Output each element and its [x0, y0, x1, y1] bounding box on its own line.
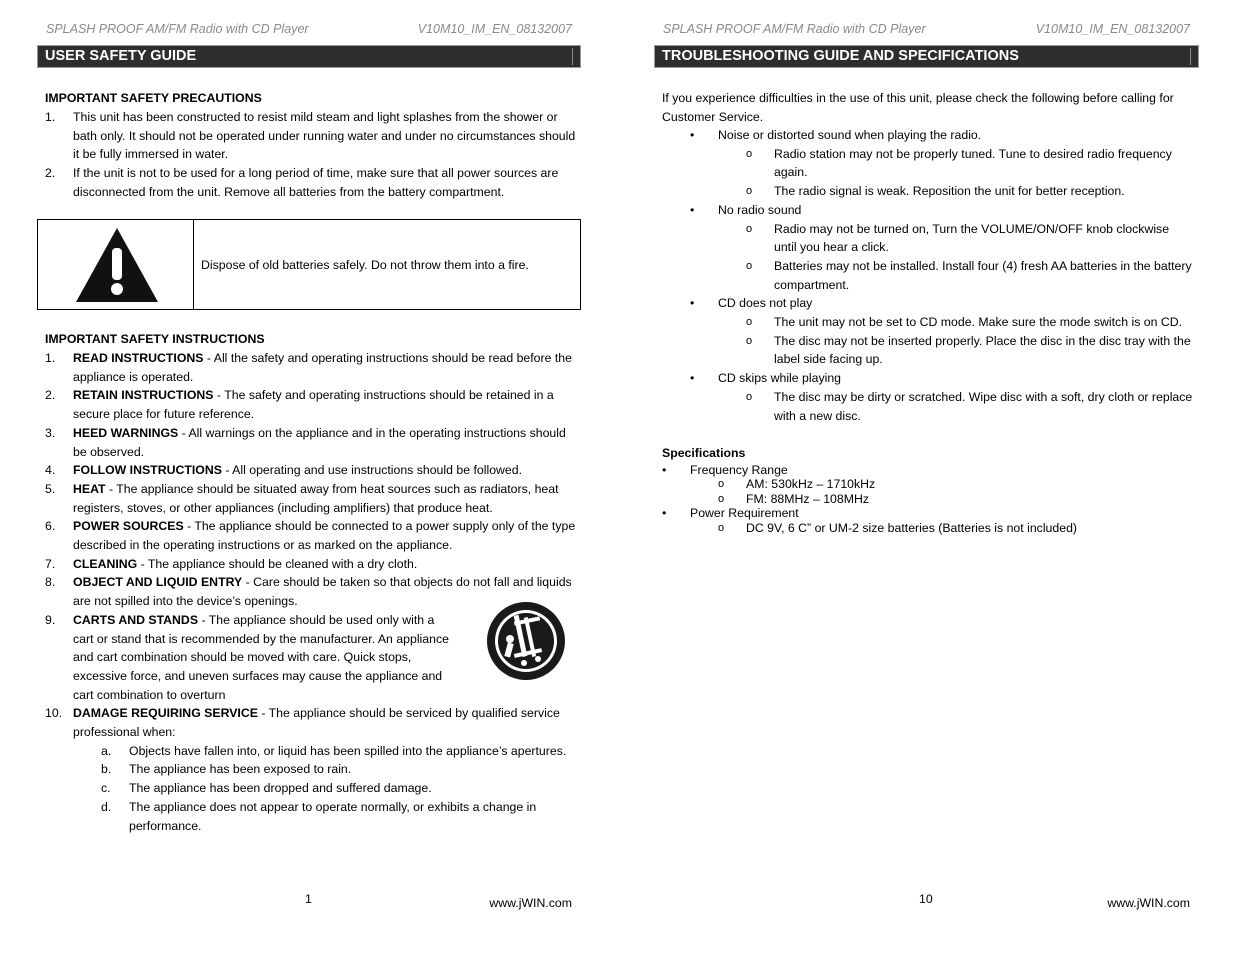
cause-text: Radio may not be turned on, Turn the VOLUME/ON/OFF knob clockwise until you hear a click.: [774, 221, 1170, 255]
circle-bullet-icon: o: [746, 390, 753, 403]
bullet-icon: •: [690, 371, 695, 386]
problem-item: [662, 126, 1194, 145]
sublist-item: [45, 798, 576, 835]
problem-item: [662, 369, 1194, 388]
battery-warning-text: Dispose of old batteries safely. Do not throw them into a fire.: [201, 258, 529, 272]
item-text: - The appliance should be used only with a cart or stand that is recommended by the manufacturer. An appliance and cart combination should be moved with care. Quick stops, excessive force, and uneven surfaces may cause the appliance and cart combination to overturn: [73, 612, 449, 702]
precautions-heading: IMPORTANT SAFETY PRECAUTIONS: [45, 91, 262, 105]
spec-label: Power Requirement: [690, 506, 799, 521]
list-item: [45, 349, 576, 386]
specifications-list: [662, 463, 1194, 535]
item-title: CLEANING: [73, 556, 138, 571]
list-item: [45, 704, 576, 741]
circle-bullet-icon: o: [746, 147, 753, 160]
circle-bullet-icon: o: [746, 185, 753, 198]
right-page: [654, 0, 1199, 954]
item-number: 10.: [45, 706, 63, 721]
cause-item: [662, 257, 1194, 294]
sublist-item: [45, 760, 576, 779]
circle-bullet-icon: o: [746, 316, 753, 329]
item-number: 1.: [45, 110, 56, 124]
spec-subitem: [662, 492, 1194, 506]
list-item: [45, 108, 576, 164]
list-item: [45, 480, 576, 517]
bullet-icon: •: [662, 506, 667, 521]
list-item: [45, 386, 576, 423]
cause-text: The unit may not be set to CD mode. Make sure the mode switch is on CD.: [774, 315, 1183, 330]
cause-item: [662, 313, 1194, 332]
list-item: [45, 517, 576, 554]
item-text: - The appliance should be connected to a power supply only of the type described in the operating instructions or as marked on the appliance.: [73, 519, 576, 553]
item-number: 1.: [45, 351, 56, 365]
item-title: READ INSTRUCTIONS: [73, 351, 204, 365]
website-footer: www.jWIN.com: [489, 896, 572, 910]
bullet-icon: •: [662, 463, 667, 477]
spec-subitem: [662, 521, 1194, 535]
spec-value: AM: 530kHz – 1710kHz: [746, 477, 876, 492]
item-title: HEAT: [73, 481, 106, 496]
troubleshooting-intro: If you experience difficulties in the use of this unit, please check the following before calling for Customer Service.: [662, 91, 1174, 124]
cause-text: The disc may not be inserted properly. Place the disc in the disc tray with the label side facing up.: [774, 333, 1191, 367]
item-text: - The appliance should be serviced by qualified service professional when:: [73, 706, 560, 740]
cause-text: The disc may be dirty or scratched. Wipe disc with a soft, dry cloth or replace with a new disc.: [774, 389, 1193, 423]
sub-item-letter: c.: [101, 781, 111, 796]
running-head-code: V10M10_IM_EN_08132007: [1035, 22, 1190, 36]
troubleshooting-list: [662, 126, 1194, 425]
problem-item: [662, 201, 1194, 220]
running-head: [46, 22, 572, 38]
item-text: - Care should be taken so that objects do not fall and liquids are not spilled into the device’s openings.: [73, 575, 572, 609]
sub-item-letter: d.: [101, 799, 112, 814]
left-page: [37, 0, 581, 954]
item-title: FOLLOW INSTRUCTIONS: [73, 463, 222, 478]
circle-bullet-icon: o: [718, 521, 725, 534]
item-text: This unit has been constructed to resist mild steam and light splashes from the shower or bath only. It should not be operated under running water and under no circumstances should it be fully immersed in water.: [73, 110, 576, 162]
damage-sublist: [45, 742, 576, 836]
cause-text: Batteries may not be installed. Install four (4) fresh AA batteries in the battery compartment.: [774, 258, 1192, 292]
list-item: [45, 555, 576, 574]
running-head-code: V10M10_IM_EN_08132007: [417, 22, 572, 36]
specifications-heading: Specifications: [662, 446, 746, 460]
bullet-icon: •: [690, 128, 695, 142]
running-head: [663, 22, 1190, 38]
website-footer: www.jWIN.com: [1107, 896, 1190, 910]
cause-item: [662, 220, 1194, 257]
circle-bullet-icon: o: [746, 259, 753, 272]
bullet-icon: •: [690, 202, 695, 217]
cause-text: The radio signal is weak. Reposition the unit for better reception.: [774, 184, 1125, 199]
circle-bullet-icon: o: [746, 334, 753, 347]
cause-text: Radio station may not be properly tuned. Tune to desired radio frequency again.: [774, 146, 1172, 180]
problem-item: [662, 294, 1194, 313]
precautions-list: [45, 108, 576, 202]
list-item: [45, 164, 576, 201]
problem-text: Noise or distorted sound when playing the radio.: [718, 128, 982, 142]
cause-item: [662, 145, 1194, 182]
problem-text: CD does not play: [718, 296, 813, 311]
item-number: 4.: [45, 463, 56, 478]
cause-item: [662, 388, 1194, 425]
spec-item: [662, 506, 1194, 520]
item-number: 2.: [45, 388, 56, 403]
item-text: - All operating and use instructions should be followed.: [221, 463, 523, 478]
list-item: [45, 461, 576, 480]
item-number: 7.: [45, 556, 56, 571]
item-number: 5.: [45, 481, 56, 496]
item-title: DAMAGE REQUIRING SERVICE: [73, 706, 258, 721]
sublist-item: [45, 779, 576, 798]
sub-item-letter: b.: [101, 762, 112, 777]
item-text: - The safety and operating instructions should be retained in a secure place for future reference.: [73, 388, 554, 422]
circle-bullet-icon: o: [718, 492, 725, 505]
item-text: If the unit is not to be used for a long period of time, make sure that all power sources are disconnected from the unit. Remove all batteries from the battery compartment.: [73, 166, 559, 199]
sub-item-text: The appliance has been exposed to rain.: [129, 762, 352, 777]
instructions-list: [45, 349, 576, 835]
list-item: [45, 611, 576, 705]
item-number: 9.: [45, 612, 56, 627]
bullet-icon: •: [690, 296, 695, 311]
sub-item-text: The appliance has been dropped and suffered damage.: [129, 781, 432, 796]
item-number: 8.: [45, 575, 56, 590]
item-title: OBJECT AND LIQUID ENTRY: [73, 575, 243, 590]
sub-item-text: The appliance does not appear to operate normally, or exhibits a change in performance.: [129, 799, 537, 833]
section-title: USER SAFETY GUIDE: [37, 45, 581, 68]
battery-warning-box: [37, 219, 581, 310]
item-text: - The appliance should be situated away from heat sources such as radiators, heat registers, stoves, or other appliances (including amplifiers) that produce heat.: [73, 481, 559, 515]
sub-item-letter: a.: [101, 743, 112, 758]
circle-bullet-icon: o: [746, 222, 753, 235]
sublist-item: [45, 742, 576, 761]
item-number: 6.: [45, 519, 56, 534]
section-title: TROUBLESHOOTING GUIDE AND SPECIFICATIONS: [654, 45, 1199, 68]
item-title: RETAIN INSTRUCTIONS: [73, 388, 214, 403]
running-head-title: SPLASH PROOF AM/FM Radio with CD Player: [46, 22, 309, 36]
spec-item: [662, 463, 1194, 477]
warning-icon-cell: [38, 220, 194, 309]
problem-text: CD skips while playing: [718, 371, 842, 386]
item-title: POWER SOURCES: [73, 519, 184, 534]
spec-label: Frequency Range: [690, 463, 788, 477]
page-number: 10: [919, 892, 933, 906]
item-title: HEED WARNINGS: [73, 425, 179, 440]
sub-item-text: Objects have fallen into, or liquid has been spilled into the appliance’s apertures.: [129, 743, 567, 758]
problem-text: No radio sound: [718, 202, 802, 217]
warning-triangle-icon: [74, 226, 160, 304]
running-head-title: SPLASH PROOF AM/FM Radio with CD Player: [663, 22, 926, 36]
item-text: - All the safety and operating instructions should be read before the appliance is operated.: [73, 351, 572, 384]
item-number: 3.: [45, 425, 56, 440]
list-item: [45, 424, 576, 461]
item-text: - All warnings on the appliance and in the operating instructions should be observed.: [73, 425, 566, 459]
spec-subitem: [662, 477, 1194, 491]
spec-value: FM: 88MHz – 108MHz: [746, 491, 869, 506]
circle-bullet-icon: o: [718, 478, 725, 491]
page-number: 1: [305, 892, 312, 906]
cause-item: [662, 332, 1194, 369]
cart-tip-over-warning-icon: [484, 599, 568, 683]
cause-item: [662, 182, 1194, 201]
item-title: CARTS AND STANDS: [73, 612, 199, 627]
instructions-heading: IMPORTANT SAFETY INSTRUCTIONS: [45, 332, 265, 346]
spec-value: DC 9V, 6 C” or UM-2 size batteries (Batteries is not included): [746, 520, 1078, 535]
item-text: - The appliance should be cleaned with a dry cloth.: [137, 556, 418, 571]
item-number: 2.: [45, 166, 56, 181]
